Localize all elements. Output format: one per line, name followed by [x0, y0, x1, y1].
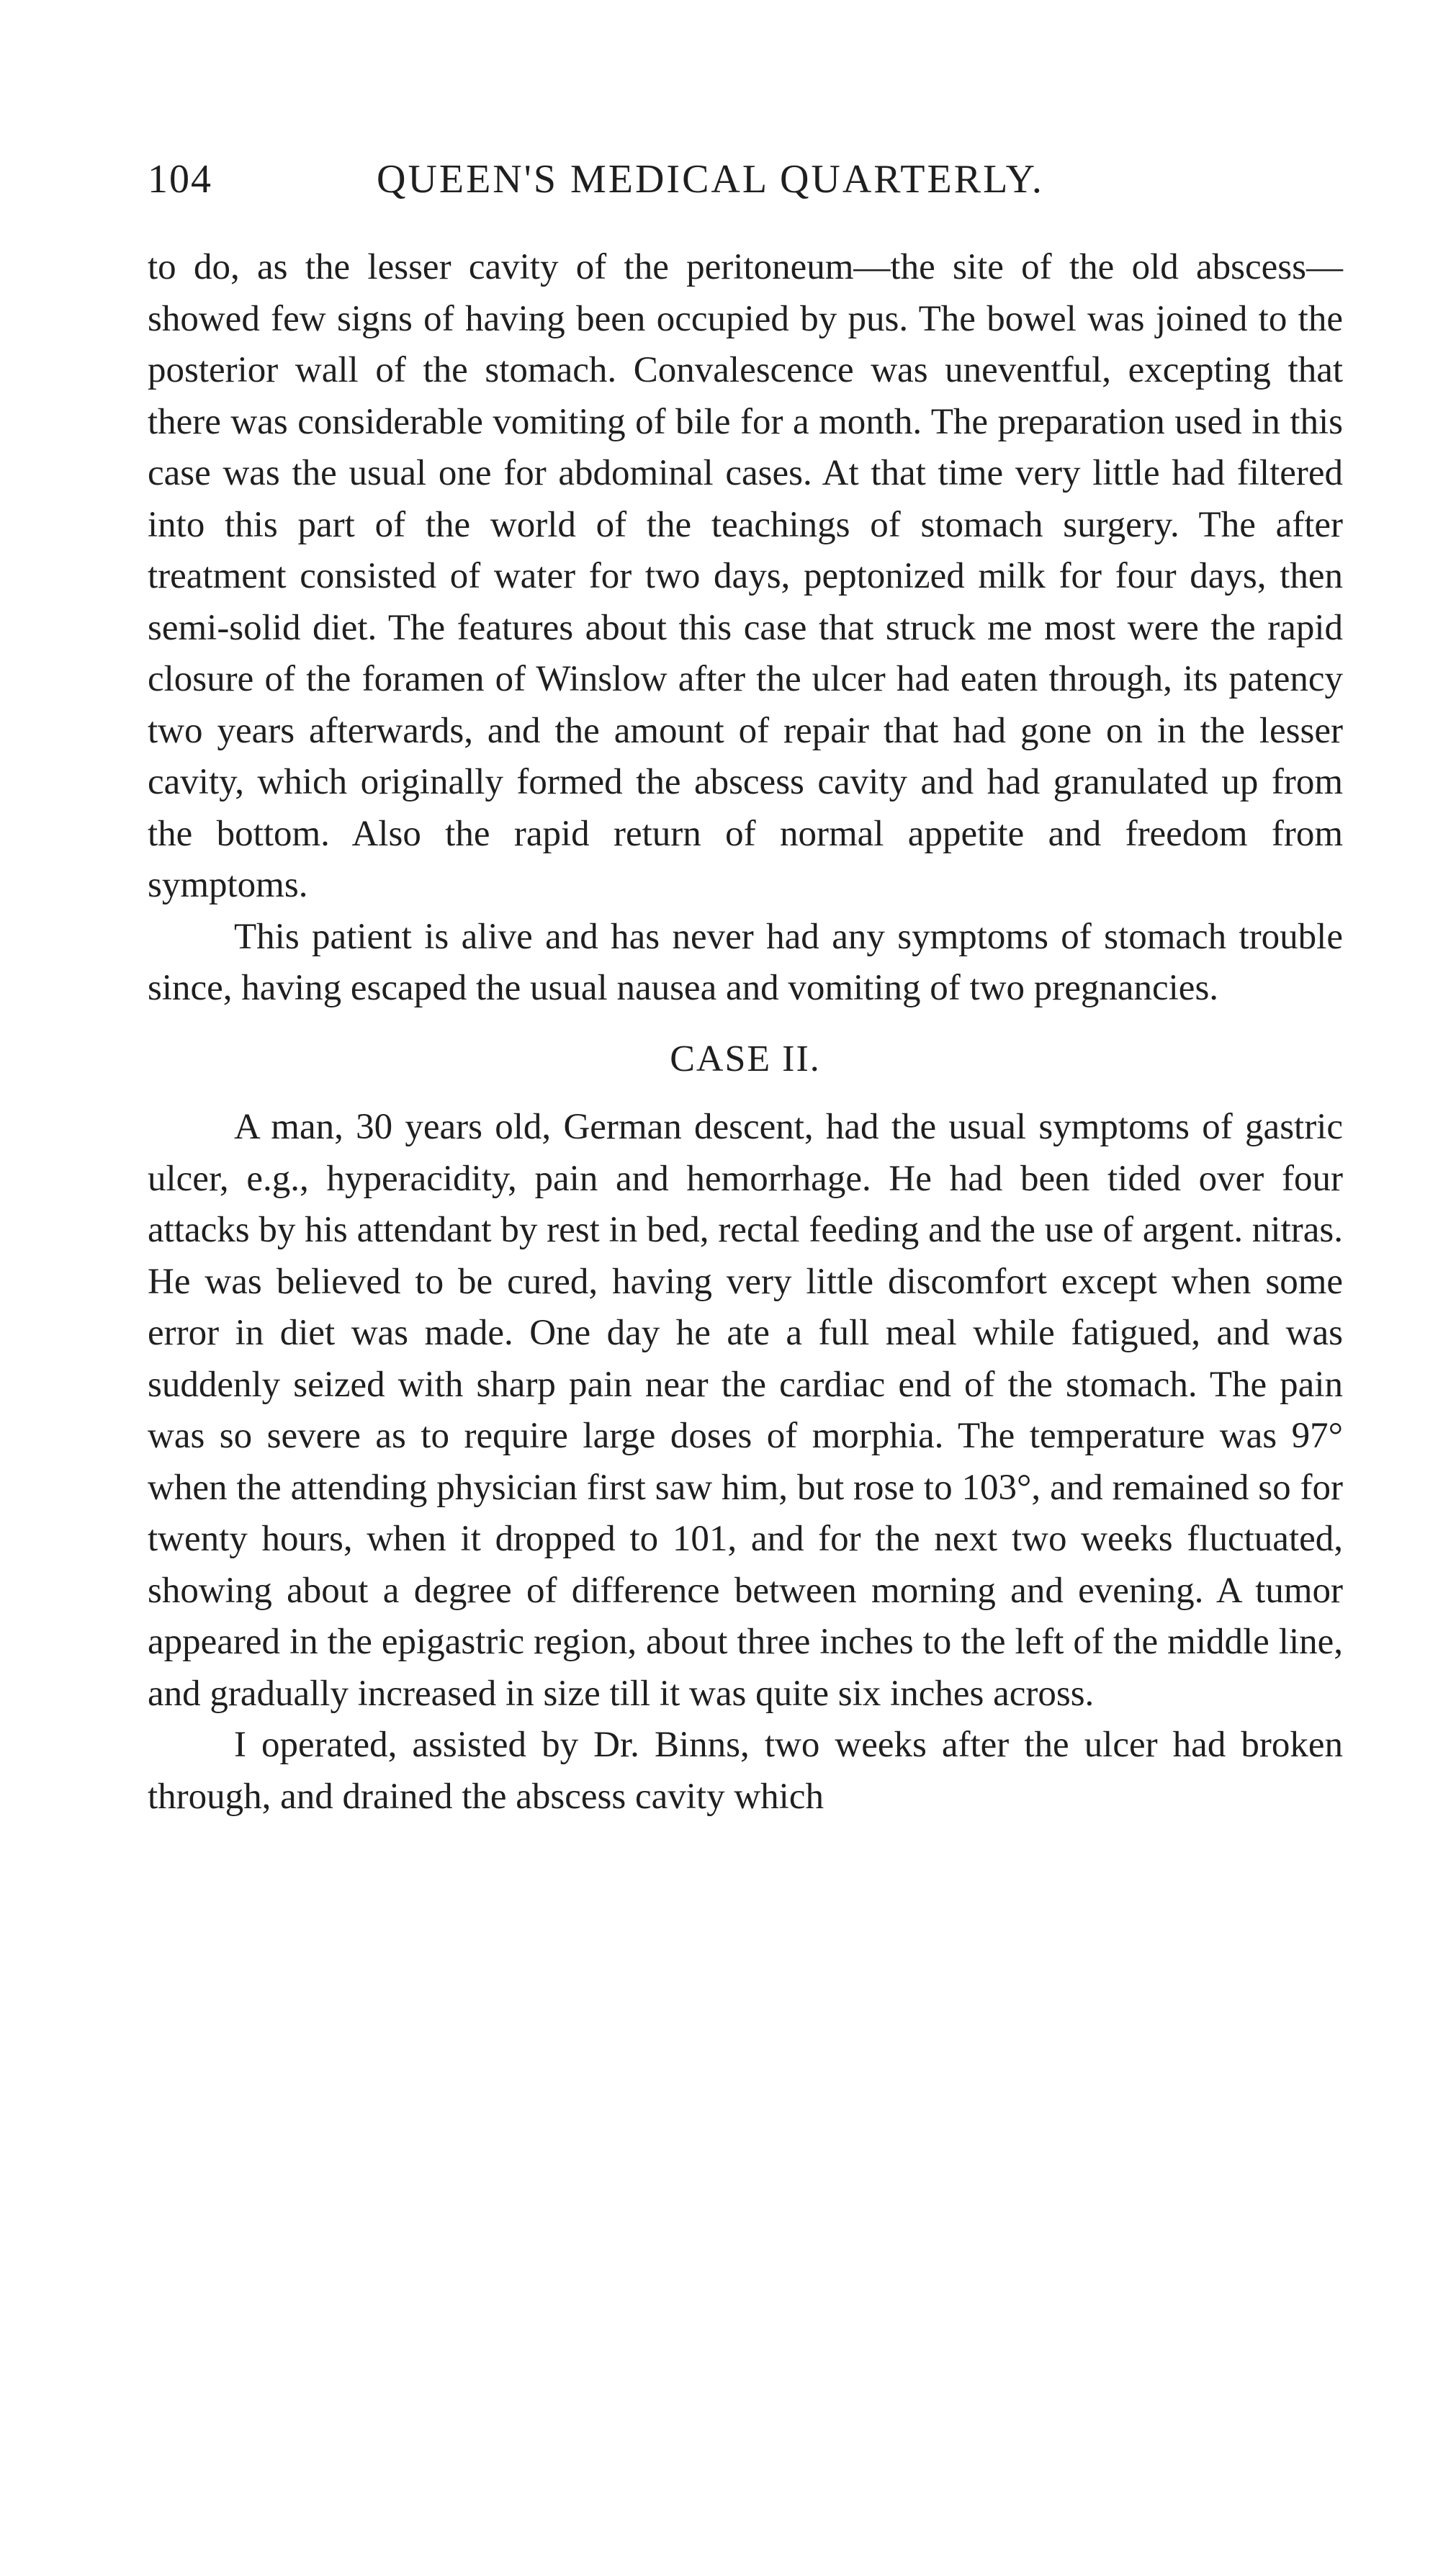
- page-number: 104: [148, 157, 212, 202]
- paragraph-operation: I operated, assisted by Dr. Binns, two weeks after the ulcer had broken through, and drained the abscess cavity which: [148, 1725, 1343, 1817]
- journal-title: QUEEN'S MEDICAL QUARTERLY.: [377, 157, 1044, 202]
- paragraph-case-description: A man, 30 years old, German descent, had the usual symptoms of gastric ulcer, e.g., hyperacidity, pain and hemorrhage. He had been tided over four attacks by his attendant by rest in bed, rectal feeding and the use of argent. nitras. He was believed to be cured, having very little discomfort except when some error in diet was made. One day he ate a full meal while fatigued, and was suddenly seized with sharp pain near the cardiac end of the stomach. The pain was so severe as to require large doses of morphia. The temperature was 97° when the attending physician first saw him, but rose to 103°, and remained so for twenty hours, when it dropped to 101, and for the next two weeks fluctuated, showing about a degree of difference between morning and evening. A tumor appeared in the epigastric region, about three inches to the left of the middle line, and gradually increased in size till it was quite six inches across.: [148, 1107, 1343, 1714]
- paragraph-continuation: to do, as the lesser cavity of the peritoneum—the site of the old abscess—showed few signs of having been occupied by pus. The bowel was joined to the posterior wall of the stomach. Convalescence was uneventful, excepting that there was considerable vomiting of bile for a month. The preparation used in this case was the usual one for abdominal cases. At that time very little had filtered into this part of the world of the teachings of stomach surgery. The after treatment consisted of water for two days, peptonized milk for four days, then semi-solid diet. The features about this case that struck me most were the rapid closure of the foramen of Winslow after the ulcer had eaten through, its patency two years afterwards, and the amount of repair that had gone on in the lesser cavity, which originally formed the abscess cavity and had granulated up from the bottom. Also the rapid return of normal appetite and freedom from symptoms.: [148, 247, 1343, 905]
- paragraph-patient-outcome: This patient is alive and has never had any symptoms of stomach trouble since, having escaped the usual nausea and vomiting of two pregnancies.: [148, 916, 1343, 1008]
- body-text: [148, 242, 1343, 1823]
- case-heading: CASE II.: [670, 1038, 821, 1079]
- running-head: [148, 148, 1343, 212]
